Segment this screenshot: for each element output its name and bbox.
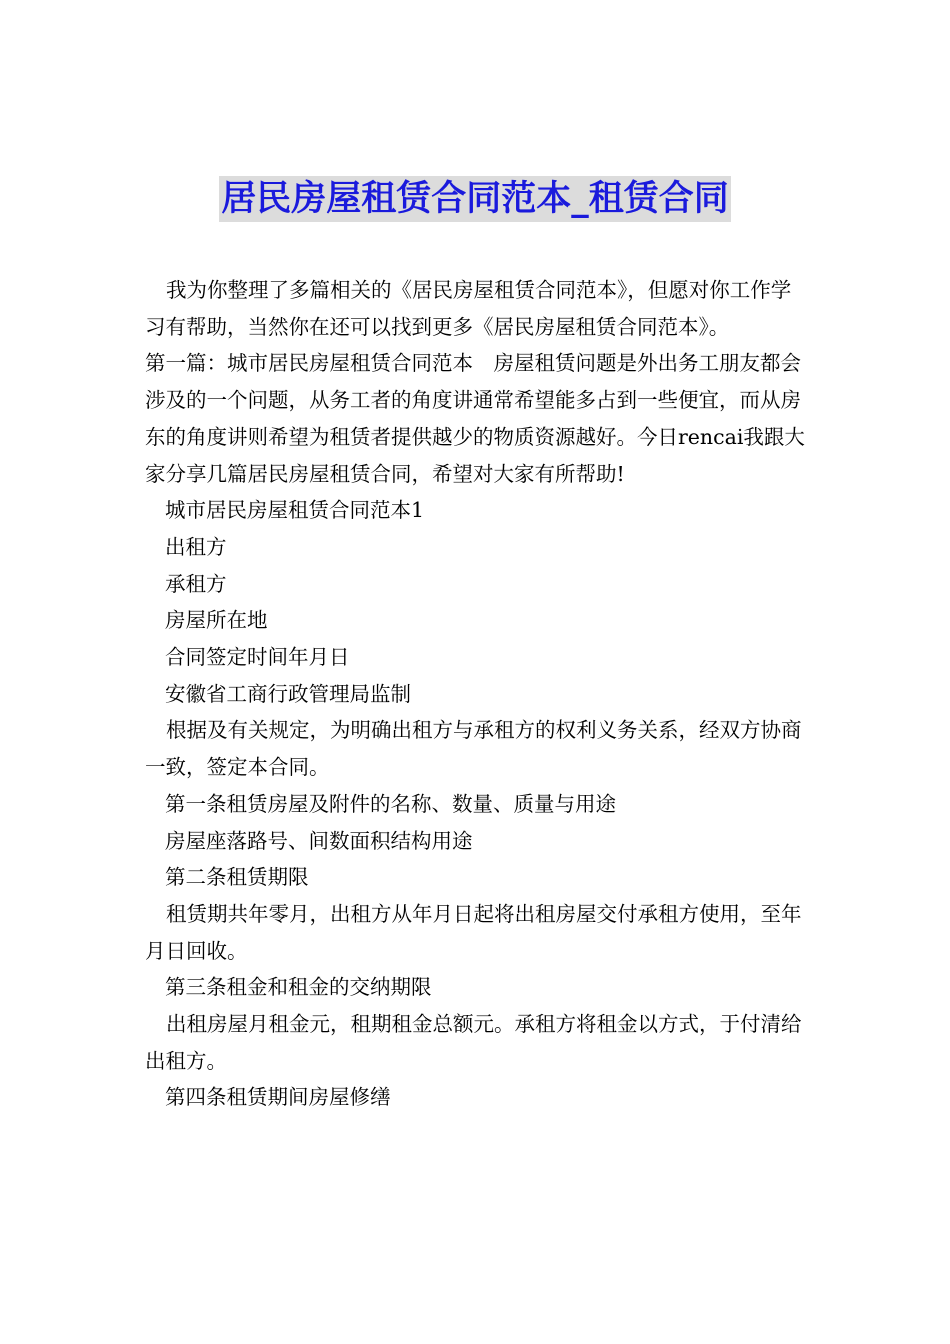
title-area xyxy=(0,176,950,222)
paragraph-sign-date: 合同签定时间年月日 xyxy=(165,645,350,670)
paragraph-first-article: 第一篇：城市居民房屋租赁合同范本 房屋租赁问题是外出务工朋友都会涉及的一个问题，从务工者的角度讲通常希望能多占到一些便宜，而从房东的角度讲则希望为租赁者提供越少的物质资源越好。今日rencai我跟大家分享几篇居民房屋租赁合同，希望对大家有所帮助! xyxy=(145,351,805,486)
paragraph-article-3: 第三条租金和租金的交纳期限 xyxy=(165,975,432,1000)
paragraph-article-2-detail: 租赁期共年零月，出租方从年月日起将出租房屋交付承租方使用，至年月日回收。 xyxy=(145,901,802,963)
document-body xyxy=(145,272,807,1116)
paragraph-preamble: 根据及有关规定，为明确出租方与承租方的权利义务关系，经双方协商一致，签定本合同。 xyxy=(145,718,802,780)
paragraph-supervisor: 安徽省工商行政管理局监制 xyxy=(165,681,411,706)
paragraph-article-4: 第四条租赁期间房屋修缮 xyxy=(165,1085,391,1110)
paragraph-article-2: 第二条租赁期限 xyxy=(165,865,309,890)
paragraph-intro: 我为你整理了多篇相关的《居民房屋租赁合同范本》，但愿对你工作学习有帮助，当然你在还可以找到更多《居民房屋租赁合同范本》。 xyxy=(145,278,792,339)
paragraph-lessor: 出租方 xyxy=(165,534,227,559)
paragraph-article-1: 第一条租赁房屋及附件的名称、数量、质量与用途 xyxy=(165,791,616,816)
paragraph-article-3-detail: 出租房屋月租金元，租期租金总额元。承租方将租金以方式，于付清给出租方。 xyxy=(145,1012,802,1073)
paragraph-article-1-detail: 房屋座落路号、间数面积结构用途 xyxy=(165,828,473,853)
document-title: 居民房屋租赁合同范本_租赁合同 xyxy=(219,176,731,222)
paragraph-house-location: 房屋所在地 xyxy=(165,608,268,633)
paragraph-lessee: 承租方 xyxy=(165,571,227,596)
paragraph-contract-heading: 城市居民房屋租赁合同范本1 xyxy=(165,498,425,523)
